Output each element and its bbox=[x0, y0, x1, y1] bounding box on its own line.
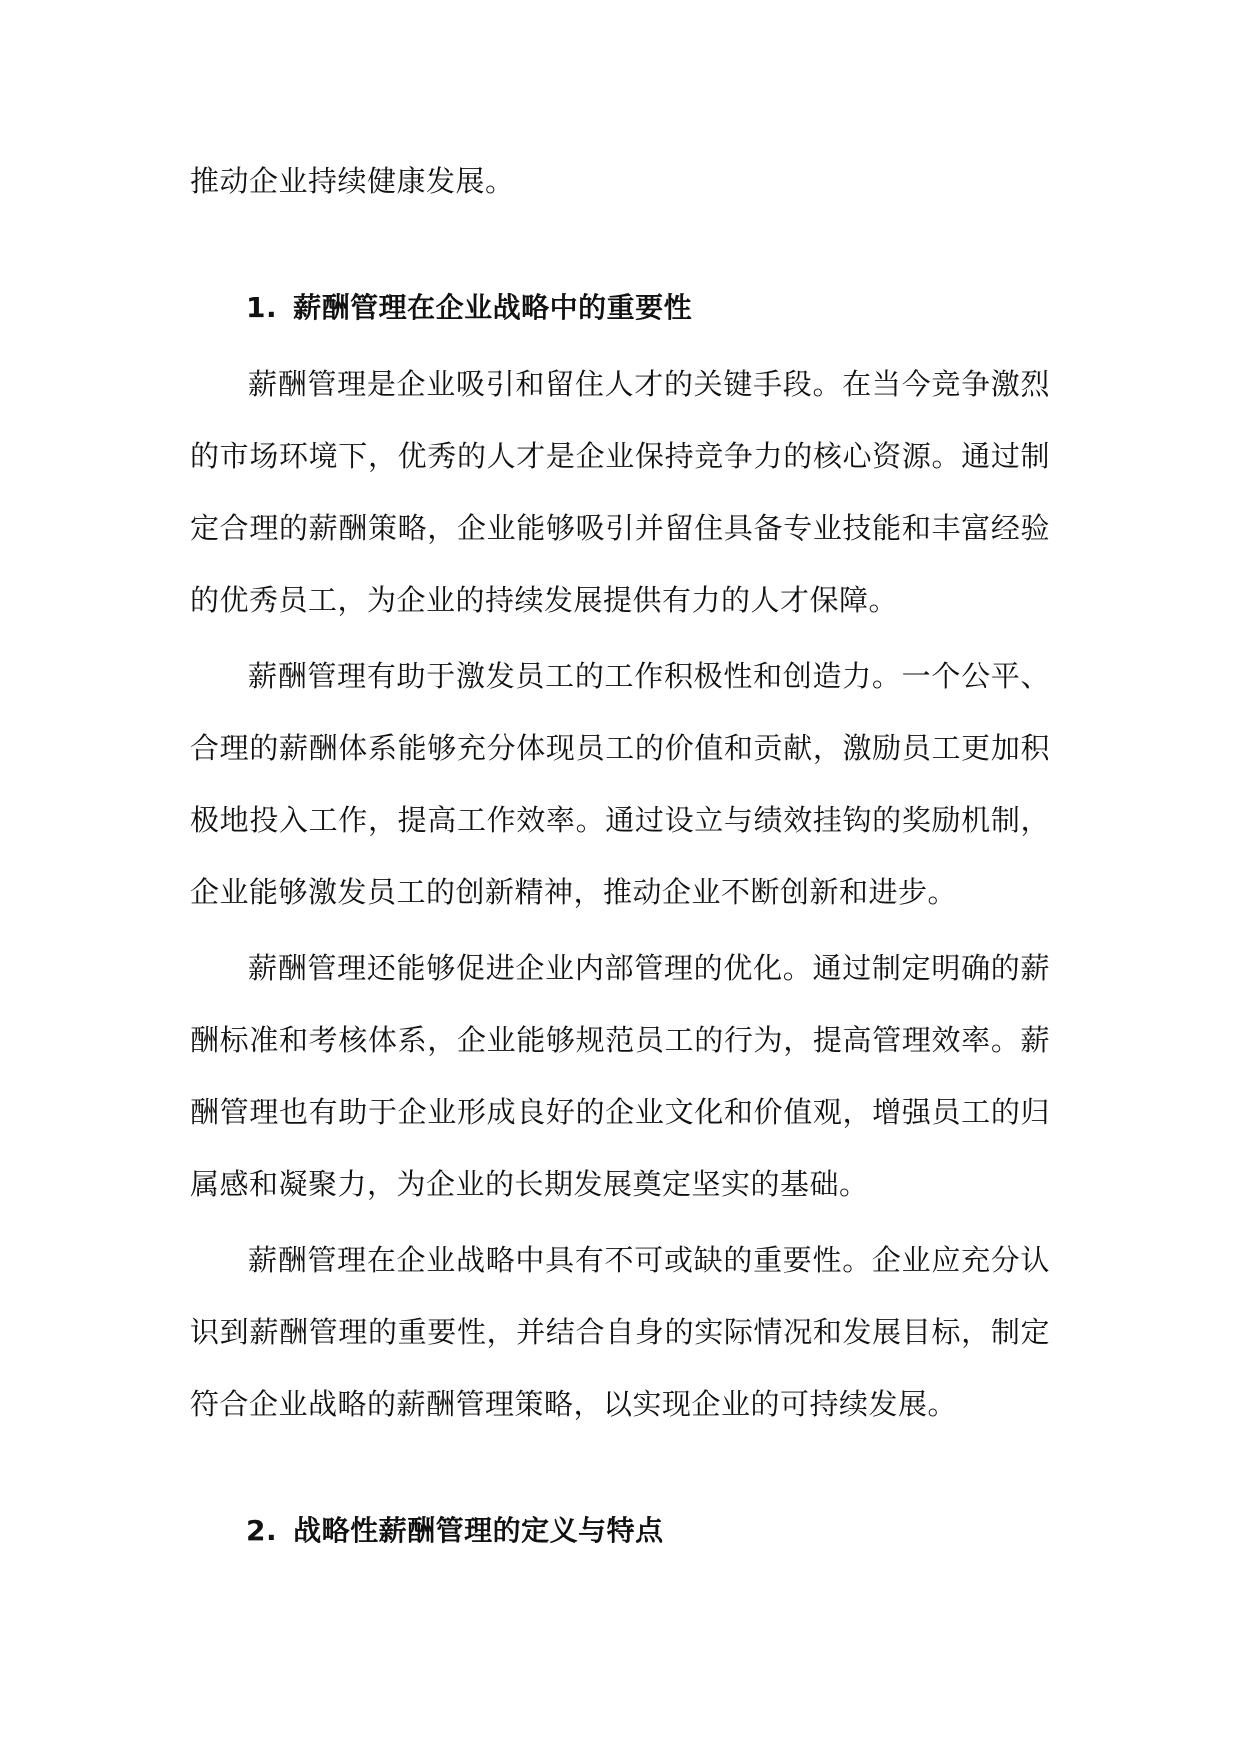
spacer bbox=[190, 217, 1050, 272]
section-1-title: 薪酬管理在企业战略中的重要性 bbox=[293, 291, 693, 324]
section-1-paragraph-4: 薪酬管理在企业战略中具有不可或缺的重要性。企业应充分认识到薪酬管理的重要性，并结合自身的实际情况和发展目标，制定符合企业战略的薪酬管理策略，以实现企业的可持续发展。 bbox=[190, 1243, 1050, 1421]
section-1-paragraph-1: 薪酬管理是企业吸引和留住人才的关键手段。在当今竞争激烈的市场环境下，优秀的人才是企业保持竞争力的核心资源。通过制定合理的薪酬策略，企业能够吸引并留住具备专业技能和丰富经验的优秀员工，为企业的持续发展提供有力的人才保障。 bbox=[190, 367, 1050, 617]
section-1-heading bbox=[190, 272, 1050, 344]
section-2-heading bbox=[190, 1495, 1050, 1567]
document-body bbox=[190, 145, 1050, 1567]
spacer bbox=[190, 1440, 1050, 1495]
section-1-paragraph-3: 薪酬管理还能够促进企业内部管理的优化。通过制定明确的薪酬标准和考核体系，企业能够规范员工的行为，提高管理效率。薪酬管理也有助于企业形成良好的企业文化和价值观，增强员工的归属感和凝聚力，为企业的长期发展奠定坚实的基础。 bbox=[190, 951, 1050, 1201]
section-2-title: 战略性薪酬管理的定义与特点 bbox=[293, 1514, 664, 1547]
lead-line: 推动企业持续健康发展。 bbox=[190, 164, 515, 198]
section-2-number: 2. bbox=[246, 1514, 278, 1547]
section-1-number: 1. bbox=[246, 291, 278, 324]
section-1-paragraph-2: 薪酬管理有助于激发员工的工作积极性和创造力。一个公平、合理的薪酬体系能够充分体现员工的价值和贡献，激励员工更加积极地投入工作，提高工作效率。通过设立与绩效挂钩的奖励机制，企业能够激发员工的创新精神，推动企业不断创新和进步。 bbox=[190, 659, 1050, 909]
